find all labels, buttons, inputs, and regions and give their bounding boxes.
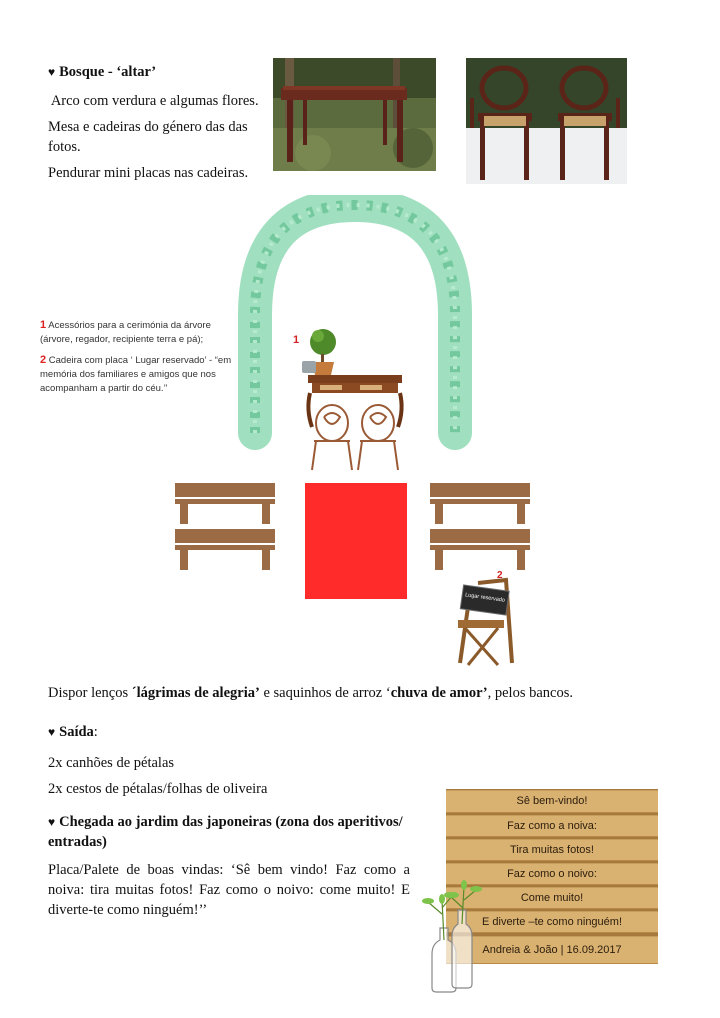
- saida-heading-text: Saída: [59, 724, 94, 740]
- reserved-sign-text: Lugar reservado: [464, 592, 506, 604]
- pallet-line-2: Faz como a noiva:: [507, 820, 597, 832]
- table-photo: [273, 58, 436, 171]
- note-2-number: 2: [40, 354, 47, 366]
- pallet-line-6: E diverte –te como ninguém!: [481, 916, 623, 928]
- chegada-text: Placa/Palete de boas vindas: ‘Sê bem vindo! Faz como a noiva: tira muitas fotos! Faz como o noivo: come muito! E diverte-te como ninguém!’’: [48, 862, 410, 918]
- chegada-section: [48, 812, 410, 920]
- benches-right: [430, 483, 530, 570]
- saida-colon: :: [93, 724, 98, 740]
- marker-1: 1: [293, 334, 300, 346]
- altar-table: [308, 375, 402, 427]
- benches-left: [175, 483, 275, 570]
- marker-2: 2: [497, 570, 503, 581]
- pallet-line-7: Andreia & João | 16.09.2017: [482, 944, 622, 956]
- pallet-line-4: Faz como o noivo:: [507, 868, 597, 880]
- table-photo-image: [273, 58, 436, 171]
- altar-line-1: Arco com verdura e algumas flores.: [48, 93, 259, 109]
- chairs-photo: [466, 58, 627, 184]
- altar-line-3: Pendurar mini placas nas cadeiras.: [48, 165, 249, 181]
- lencos-line: [48, 683, 688, 703]
- lencos-text-3: , pelos bancos.: [487, 685, 573, 701]
- altar-heading-text: Bosque -: [59, 64, 117, 80]
- note-1-text: Acessórios para a cerimónia da árvore (árvore, regador, recipiente terra e pá);: [40, 320, 211, 345]
- saida-item-2: 2x cestos de pétalas/folhas de oliveira: [48, 781, 268, 797]
- chegada-heading: [48, 812, 410, 852]
- reserved-chair: [458, 580, 512, 665]
- altar-line-2: Mesa e cadeiras do género das das fotos.: [48, 119, 248, 155]
- heart-icon: ♥: [48, 815, 56, 829]
- pallet-line-5: Come muito!: [520, 892, 584, 904]
- chegada-heading-text: Chegada ao jardim das japoneiras (zona dos aperitivos/ entradas): [48, 814, 403, 850]
- heart-icon: ♥: [48, 65, 56, 79]
- lencos-bold-2: chuva de amor’: [390, 685, 488, 701]
- lencos-bold-1: ´lágrimas de alegria’: [131, 685, 260, 701]
- saida-item-1: 2x canhões de pétalas: [48, 755, 175, 771]
- bottle-vases-icon: [418, 880, 488, 995]
- lencos-text-2: e saquinhos de arroz ‘: [259, 685, 391, 701]
- heart-icon: ♥: [48, 725, 56, 739]
- saida-heading: [48, 722, 408, 742]
- chairs-photo-image: [466, 58, 627, 184]
- ceremony-layout-diagram: [160, 195, 560, 675]
- lencos-text-1: Dispor lenços: [48, 685, 132, 701]
- saida-section: [48, 722, 408, 799]
- note-2-text: Cadeira com placa ‘ Lugar reservado’ - “em memória dos familiares e amigos que nos acompanham a partir do céu.’’: [40, 355, 232, 394]
- topiary-plant: [302, 329, 336, 375]
- altar-heading: [48, 62, 263, 82]
- pallet-line-1: Sê bem-vindo!: [516, 795, 588, 807]
- note-1-number: 1: [40, 319, 47, 331]
- altar-heading-em: ‘altar’: [116, 64, 157, 80]
- red-aisle-carpet: [305, 483, 407, 599]
- altar-section: [48, 62, 263, 183]
- pallet-line-3: Tira muitas fotos!: [510, 844, 594, 856]
- ornate-chairs: [312, 405, 398, 470]
- flower-arch: [255, 205, 455, 433]
